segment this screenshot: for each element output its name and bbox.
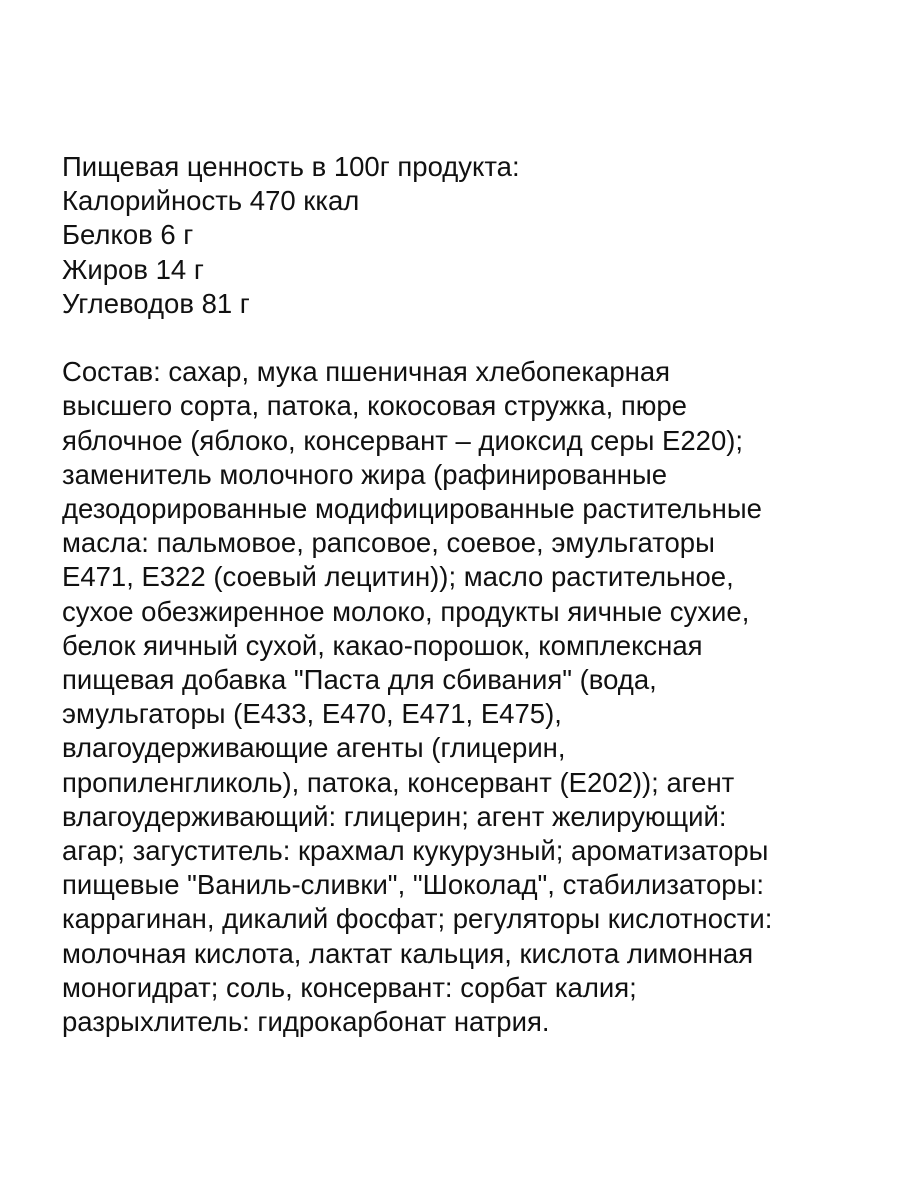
- composition-line: сухое обезжиренное молоко, продукты яичные сухие,: [62, 595, 750, 627]
- composition-line: Состав: сахар, мука пшеничная хлебопекарная: [62, 356, 671, 388]
- nutrition-heading: Пищевая ценность в 100г продукта:: [62, 151, 520, 182]
- section-spacer: [62, 321, 882, 355]
- composition-line: пропиленгликоль), патока, консервант (Е202)); агент: [62, 766, 735, 798]
- composition-line: моногидрат; соль, консервант: сорбат калия;: [62, 971, 637, 1003]
- composition-line: пищевая добавка "Паста для сбивания" (вода,: [62, 664, 657, 696]
- composition-line: агар; загуститель: крахмал кукурузный; ароматизаторы: [62, 835, 769, 867]
- nutrition-section: [62, 150, 882, 321]
- composition-line: влагоудерживающий: глицерин; агент желирующий:: [62, 800, 727, 832]
- composition-line: заменитель молочного жира (рафинированные: [62, 458, 668, 490]
- product-info-document: [62, 150, 882, 1039]
- composition-line: высшего сорта, патока, кокосовая стружка, пюре: [62, 390, 687, 422]
- composition-line: дезодорированные модифицированные растительные: [62, 493, 762, 525]
- composition-line: белок яичный сухой, какао-порошок, комплексная: [62, 629, 703, 661]
- composition-line: яблочное (яблоко, консервант – диоксид серы Е220);: [62, 424, 744, 456]
- nutrition-calories: Калорийность 470 ккал: [62, 185, 360, 217]
- composition-line: влагоудерживающие агенты (глицерин,: [62, 732, 566, 764]
- composition-line: каррагинан, дикалий фосфат; регуляторы кислотности:: [62, 903, 773, 935]
- composition-line: пищевые "Ваниль-сливки", "Шоколад", стабилизаторы:: [62, 869, 765, 901]
- composition-line: эмульгаторы (Е433, Е470, Е471, Е475),: [62, 698, 562, 730]
- nutrition-carbs: Углеводов 81 г: [62, 287, 250, 319]
- composition-section: [62, 355, 882, 1039]
- composition-line: разрыхлитель: гидрокарбонат натрия.: [62, 1006, 550, 1038]
- nutrition-fat: Жиров 14 г: [62, 253, 204, 285]
- composition-line: молочная кислота, лактат кальция, кислота лимонная: [62, 937, 754, 969]
- nutrition-protein: Белков 6 г: [62, 219, 194, 251]
- composition-line: Е471, Е322 (соевый лецитин)); масло растительное,: [62, 561, 734, 593]
- composition-line: масла: пальмовое, рапсовое, соевое, эмульгаторы: [62, 527, 715, 559]
